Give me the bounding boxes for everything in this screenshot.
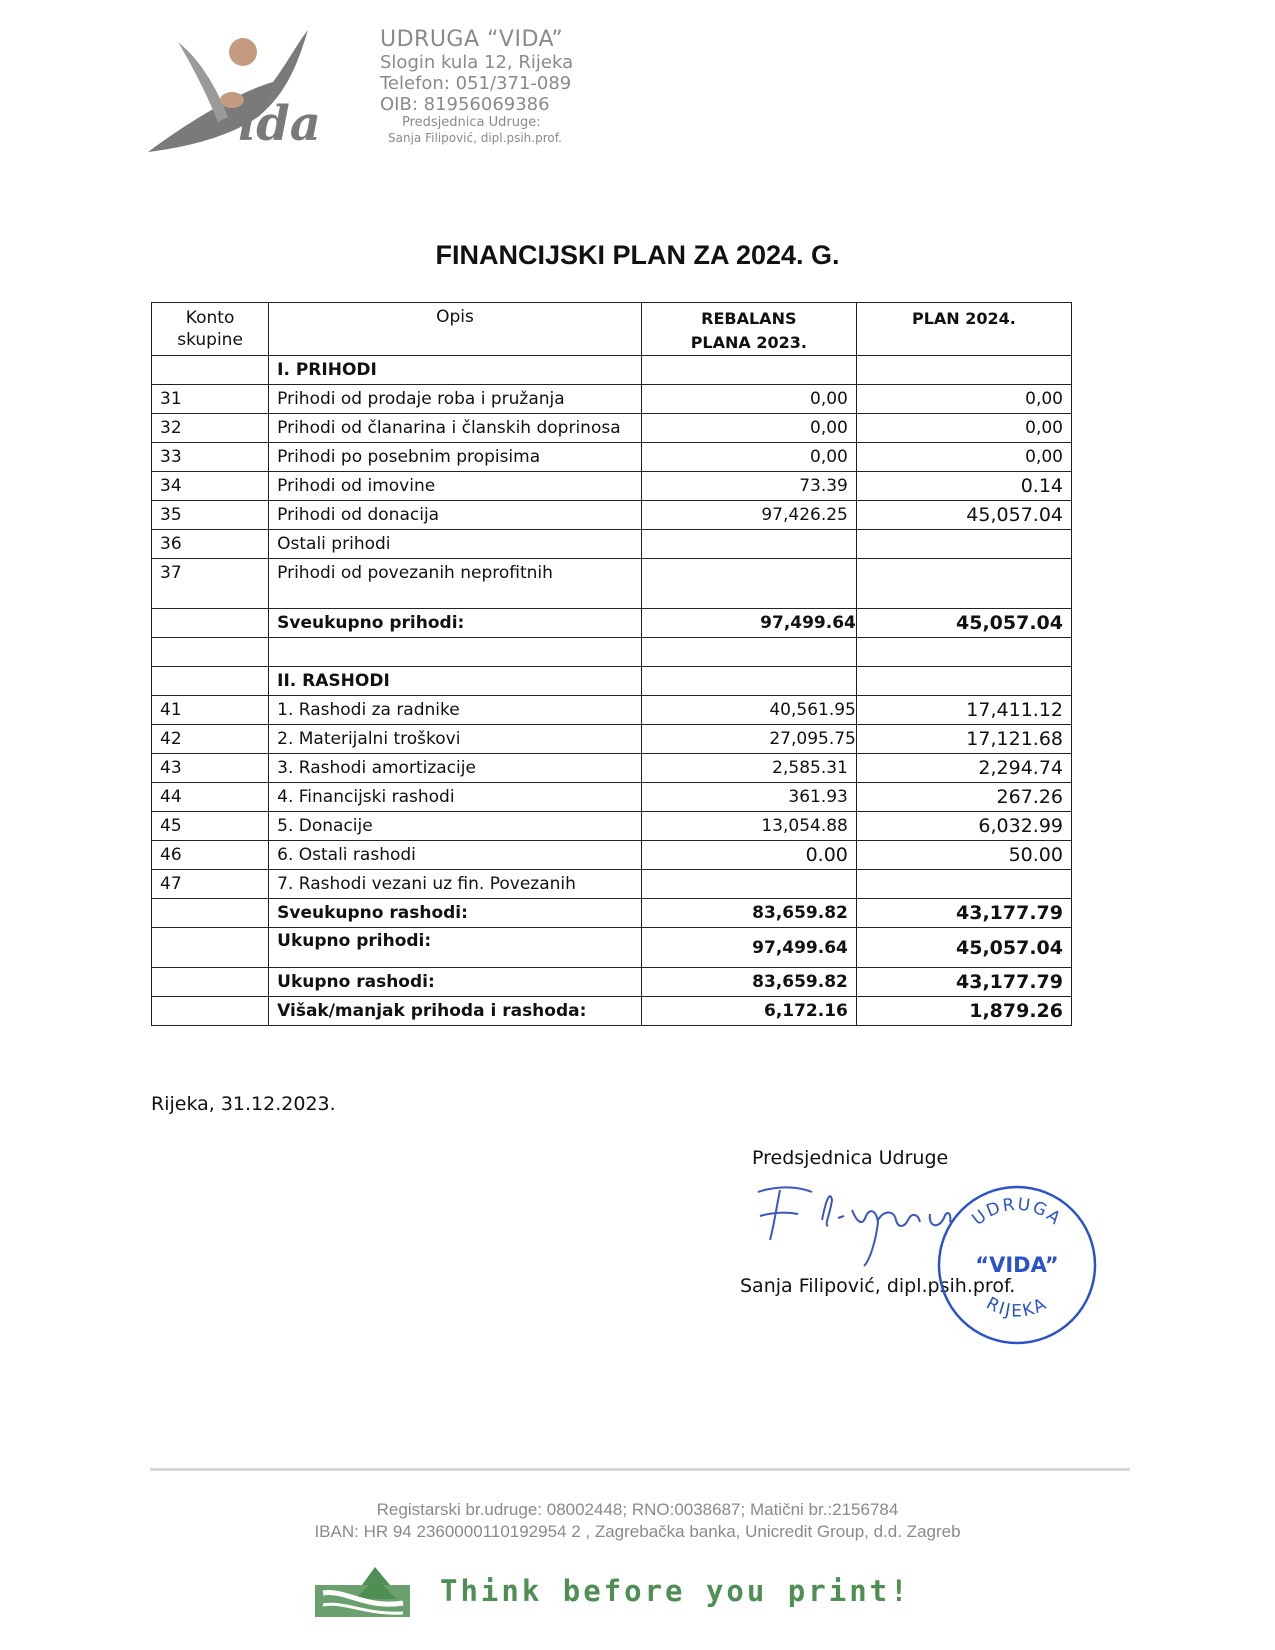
cell-rebalans: 97,426.25 xyxy=(641,501,856,530)
section-row-prihodi xyxy=(152,356,1072,385)
cell-rebalans: 27,095.75 xyxy=(641,725,856,754)
cell-opis: Prihodi od donacija xyxy=(269,501,642,530)
letterhead-info xyxy=(380,28,573,146)
header-konto-line2: skupine xyxy=(177,330,243,350)
cell-rebalans: 361.93 xyxy=(641,783,856,812)
cell-total-plan: 1,879.26 xyxy=(856,997,1071,1026)
signature-title: Predsjednica Udruge xyxy=(752,1147,949,1169)
cell-konto: 34 xyxy=(152,472,269,501)
table-row xyxy=(152,472,1072,501)
cell-plan: 6,032.99 xyxy=(856,812,1071,841)
cell-plan xyxy=(856,870,1071,899)
table-row xyxy=(152,696,1072,725)
org-name: UDRUGA “VIDA” xyxy=(380,27,564,52)
table-row xyxy=(152,841,1072,870)
header-rebalans-line2: PLANA 2023. xyxy=(690,333,807,352)
cell-rebalans: 0,00 xyxy=(641,414,856,443)
cell-opis: Prihodi od imovine xyxy=(269,472,642,501)
org-address: Slogin kula 12, Rijeka xyxy=(380,52,574,73)
cell-total-rebalans: 83,659.82 xyxy=(641,968,856,997)
cell-plan: 0,00 xyxy=(856,443,1071,472)
cell-opis: Prihodi od prodaje roba i pružanja xyxy=(269,385,642,414)
cell-plan: 17,121.68 xyxy=(856,725,1071,754)
cell-konto: 45 xyxy=(152,812,269,841)
cell-konto: 32 xyxy=(152,414,269,443)
cell-konto: 43 xyxy=(152,754,269,783)
header-konto xyxy=(152,303,269,356)
cell-opis: 4. Financijski rashodi xyxy=(269,783,642,812)
footer-iban: IBAN: HR 94 2360000110192954 2 , Zagrebačka banka, Unicredit Group, d.d. Zagreb xyxy=(314,1522,961,1541)
organization-stamp xyxy=(932,1180,1102,1350)
cell-plan: 2,294.74 xyxy=(856,754,1071,783)
cell-opis: 1. Rashodi za radnike xyxy=(269,696,642,725)
cell-rebalans: 0,00 xyxy=(641,385,856,414)
stamp-top-text: UDRUGA xyxy=(968,1194,1066,1230)
cell-opis: Ostali prihodi xyxy=(269,530,642,559)
cell-konto: 44 xyxy=(152,783,269,812)
cell-rebalans: 73.39 xyxy=(641,472,856,501)
cell-rebalans: 13,054.88 xyxy=(641,812,856,841)
footer-divider xyxy=(150,1468,1130,1471)
cell-rebalans xyxy=(641,559,856,609)
svg-text:RIJEKA xyxy=(983,1294,1051,1322)
cell-plan: 0,00 xyxy=(856,414,1071,443)
cell-konto: 41 xyxy=(152,696,269,725)
logo-wordmark: ida xyxy=(238,96,321,152)
cell-konto: 31 xyxy=(152,385,269,414)
org-oib: OIB: 81956069386 xyxy=(380,94,550,115)
vida-logo xyxy=(148,22,388,162)
section-heading: II. RASHODI xyxy=(269,667,642,696)
total-row-rashodi xyxy=(152,899,1072,928)
signature-name: Sanja Filipović, dipl.psih.prof. xyxy=(740,1275,1016,1297)
tree-eco-icon xyxy=(315,1565,410,1617)
total-row-prihodi xyxy=(152,609,1072,638)
table-row xyxy=(152,414,1072,443)
cell-konto: 37 xyxy=(152,559,269,609)
svg-text:UDRUGA xyxy=(969,1195,1066,1230)
stamp-bottom-text: RIJEKA xyxy=(982,1293,1052,1322)
cell-konto: 36 xyxy=(152,530,269,559)
cell-plan: 0.14 xyxy=(856,472,1071,501)
cell-total-label: Ukupno prihodi: xyxy=(269,928,642,968)
cell-plan xyxy=(856,530,1071,559)
table-row xyxy=(152,385,1072,414)
cell-opis: Prihodi po posebnim propisima xyxy=(269,443,642,472)
cell-plan: 17,411.12 xyxy=(856,696,1071,725)
org-president-title: Predsjednica Udruge: xyxy=(402,115,541,130)
cell-opis: 2. Materijalni troškovi xyxy=(269,725,642,754)
cell-total-plan: 43,177.79 xyxy=(856,899,1071,928)
place-date: Rijeka, 31.12.2023. xyxy=(151,1093,336,1115)
cell-opis: Prihodi od članarina i članskih doprinosa xyxy=(269,414,642,443)
eco-slogan: Think before you print! xyxy=(440,1574,911,1608)
cell-total-plan: 45,057.04 xyxy=(856,928,1071,968)
cell-rebalans: 40,561.95 xyxy=(641,696,856,725)
table-row xyxy=(152,725,1072,754)
table-row xyxy=(152,754,1072,783)
cell-total-rebalans: 97,499.64 xyxy=(641,609,856,638)
cell-total-plan: 45,057.04 xyxy=(856,609,1071,638)
cell-plan: 50.00 xyxy=(856,841,1071,870)
cell-opis: 7. Rashodi vezani uz fin. Povezanih xyxy=(269,870,642,899)
cell-konto: 35 xyxy=(152,501,269,530)
table-row xyxy=(152,559,1072,609)
cell-rebalans xyxy=(641,870,856,899)
cell-opis: 5. Donacije xyxy=(269,812,642,841)
footer-registration: Registarski br.udruge: 08002448; RNO:0038687; Matični br.:2156784 xyxy=(376,1500,899,1519)
cell-plan: 267.26 xyxy=(856,783,1071,812)
table-row xyxy=(152,783,1072,812)
cell-plan xyxy=(856,559,1071,609)
cell-rebalans xyxy=(641,530,856,559)
cell-total-label: Sveukupno prihodi: xyxy=(269,609,642,638)
total-row-ukupno-prihodi xyxy=(152,928,1072,968)
cell-total-rebalans: 83,659.82 xyxy=(641,899,856,928)
cell-konto: 46 xyxy=(152,841,269,870)
header-opis: Opis xyxy=(269,303,642,356)
section-heading: I. PRIHODI xyxy=(269,356,642,385)
org-phone: Telefon: 051/371-089 xyxy=(380,73,572,94)
table-row xyxy=(152,501,1072,530)
cell-konto: 42 xyxy=(152,725,269,754)
cell-total-label: Ukupno rashodi: xyxy=(269,968,642,997)
total-row-visak xyxy=(152,997,1072,1026)
cell-opis: 6. Ostali rashodi xyxy=(269,841,642,870)
cell-rebalans: 0,00 xyxy=(641,443,856,472)
stamp-middle-text: “VIDA” xyxy=(975,1253,1059,1277)
table-header-row xyxy=(152,303,1072,356)
cell-total-rebalans: 6,172.16 xyxy=(641,997,856,1026)
header-rebalans xyxy=(641,303,856,356)
cell-total-label: Višak/manjak prihoda i rashoda: xyxy=(269,997,642,1026)
table-row xyxy=(152,443,1072,472)
empty-row xyxy=(152,638,1072,667)
table-row xyxy=(152,870,1072,899)
total-row-ukupno-rashodi xyxy=(152,968,1072,997)
cell-rebalans: 2,585.31 xyxy=(641,754,856,783)
cell-plan: 0,00 xyxy=(856,385,1071,414)
cell-total-label: Sveukupno rashodi: xyxy=(269,899,642,928)
table-row xyxy=(152,812,1072,841)
header-plan: PLAN 2024. xyxy=(856,303,1071,356)
cell-total-plan: 43,177.79 xyxy=(856,968,1071,997)
cell-konto: 33 xyxy=(152,443,269,472)
cell-rebalans: 0.00 xyxy=(641,841,856,870)
cell-total-rebalans: 97,499.64 xyxy=(641,928,856,968)
cell-plan: 45,057.04 xyxy=(856,501,1071,530)
header-konto-line1: Konto xyxy=(185,308,235,328)
financial-plan-table xyxy=(151,302,1072,1026)
org-president-name: Sanja Filipović, dipl.psih.prof. xyxy=(388,131,562,145)
table-row xyxy=(152,530,1072,559)
cell-konto: 47 xyxy=(152,870,269,899)
document-title: FINANCIJSKI PLAN ZA 2024. G. xyxy=(435,240,840,270)
cell-opis: 3. Rashodi amortizacije xyxy=(269,754,642,783)
cell-opis: Prihodi od povezanih neprofitnih xyxy=(269,559,642,609)
section-row-rashodi xyxy=(152,667,1072,696)
header-rebalans-line1: REBALANS xyxy=(701,309,797,328)
